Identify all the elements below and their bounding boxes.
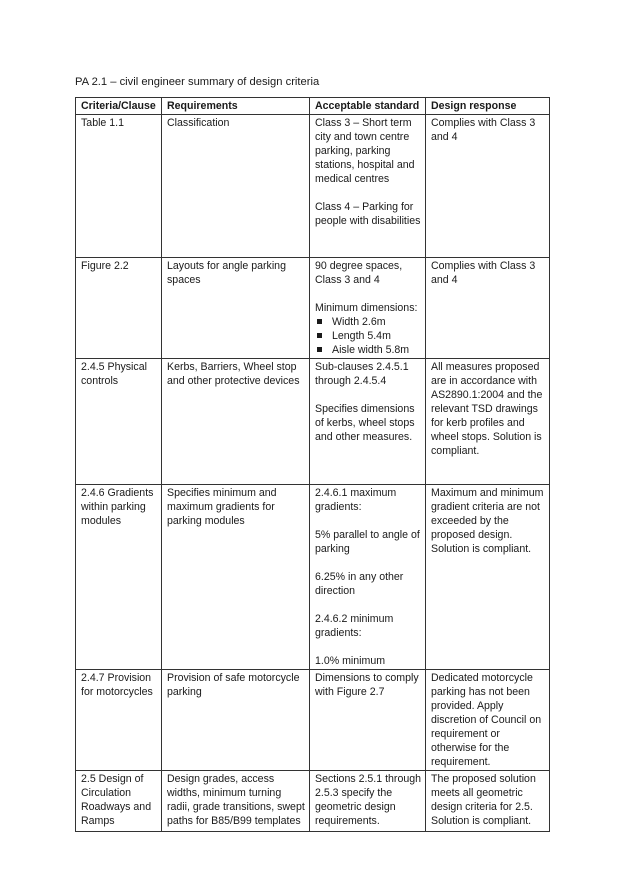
list-item: Width 2.6m [315, 315, 421, 329]
standard-cell [310, 771, 426, 832]
standard-cell [310, 359, 426, 485]
requirements-cell: Layouts for angle parking spaces [162, 258, 310, 359]
standard-paragraph: Sub-clauses 2.4.5.1 through 2.4.5.4 [315, 361, 409, 387]
design-criteria-table [75, 97, 550, 832]
standard-paragraph: Dimensions to comply with Figure 2.7 [315, 672, 419, 698]
header-criteria-clause: Criteria/Clause [76, 98, 162, 115]
standard-cell [310, 485, 426, 670]
requirements-cell: Provision of safe motorcycle parking [162, 670, 310, 771]
clause-cell: 2.4.6 Gradients within parking modules [76, 485, 162, 670]
table-header-row [76, 98, 550, 115]
table-row [76, 359, 550, 485]
dimension-list [315, 315, 421, 357]
list-item: Aisle width 5.8m [315, 343, 421, 357]
standard-paragraph: 5% parallel to angle of parking [315, 529, 420, 555]
response-cell: Maximum and minimum gradient criteria are not exceeded by the proposed design. Solution is compliant. [426, 485, 550, 670]
page-title: PA 2.1 – civil engineer summary of design criteria [75, 76, 320, 88]
clause-cell: Figure 2.2 [76, 258, 162, 359]
table-row [76, 115, 550, 258]
requirements-cell: Kerbs, Barriers, Wheel stop and other protective devices [162, 359, 310, 485]
standard-cell [310, 115, 426, 258]
standard-paragraph: Minimum dimensions: [315, 302, 418, 314]
standard-paragraph: Sections 2.5.1 through 2.5.3 specify the geometric design requirements. [315, 773, 422, 827]
header-requirements: Requirements [162, 98, 310, 115]
clause-cell: 2.4.7 Provision for motorcycles [76, 670, 162, 771]
standard-paragraph: Class 3 – Short term city and town centre parking, parking stations, hospital and medical centres [315, 117, 415, 185]
list-item: Length 5.4m [315, 329, 421, 343]
standard-paragraph: 1.0% minimum [315, 655, 386, 667]
standard-cell [310, 258, 426, 359]
requirements-cell: Classification [162, 115, 310, 258]
standard-paragraph: 2.4.6.2 minimum gradients: [315, 613, 394, 639]
header-design-response: Design response [426, 98, 550, 115]
clause-cell: 2.4.5 Physical controls [76, 359, 162, 485]
clause-cell: 2.5 Design of Circulation Roadways and Ramps [76, 771, 162, 832]
table-row [76, 670, 550, 771]
table-row [76, 771, 550, 832]
response-cell: Complies with Class 3 and 4 [426, 258, 550, 359]
standard-cell [310, 670, 426, 771]
standard-paragraph: Specifies dimensions of kerbs, wheel stops and other measures. [315, 403, 415, 443]
clause-cell: Table 1.1 [76, 115, 162, 258]
table-row [76, 258, 550, 359]
requirements-cell: Design grades, access widths, minimum turning radii, grade transitions, swept paths for B85/B99 templates [162, 771, 310, 832]
response-cell: The proposed solution meets all geometric design criteria for 2.5. Solution is compliant. [426, 771, 550, 832]
standard-paragraph: Class 4 – Parking for people with disabilities [315, 201, 421, 227]
requirements-cell: Specifies minimum and maximum gradients for parking modules [162, 485, 310, 670]
table-row [76, 485, 550, 670]
header-acceptable-standard: Acceptable standard [310, 98, 426, 115]
response-cell: Dedicated motorcycle parking has not been provided. Apply discretion of Council on requirement or otherwise for the requirement. [426, 670, 550, 771]
standard-paragraph: 90 degree spaces, Class 3 and 4 [315, 260, 403, 286]
standard-paragraph: 2.4.6.1 maximum gradients: [315, 487, 397, 513]
response-cell: All measures proposed are in accordance with AS2890.1:2004 and the relevant TSD drawings for kerb profiles and wheel stops. Solution is compliant. [426, 359, 550, 485]
standard-paragraph: 6.25% in any other direction [315, 571, 404, 597]
response-cell: Complies with Class 3 and 4 [426, 115, 550, 258]
